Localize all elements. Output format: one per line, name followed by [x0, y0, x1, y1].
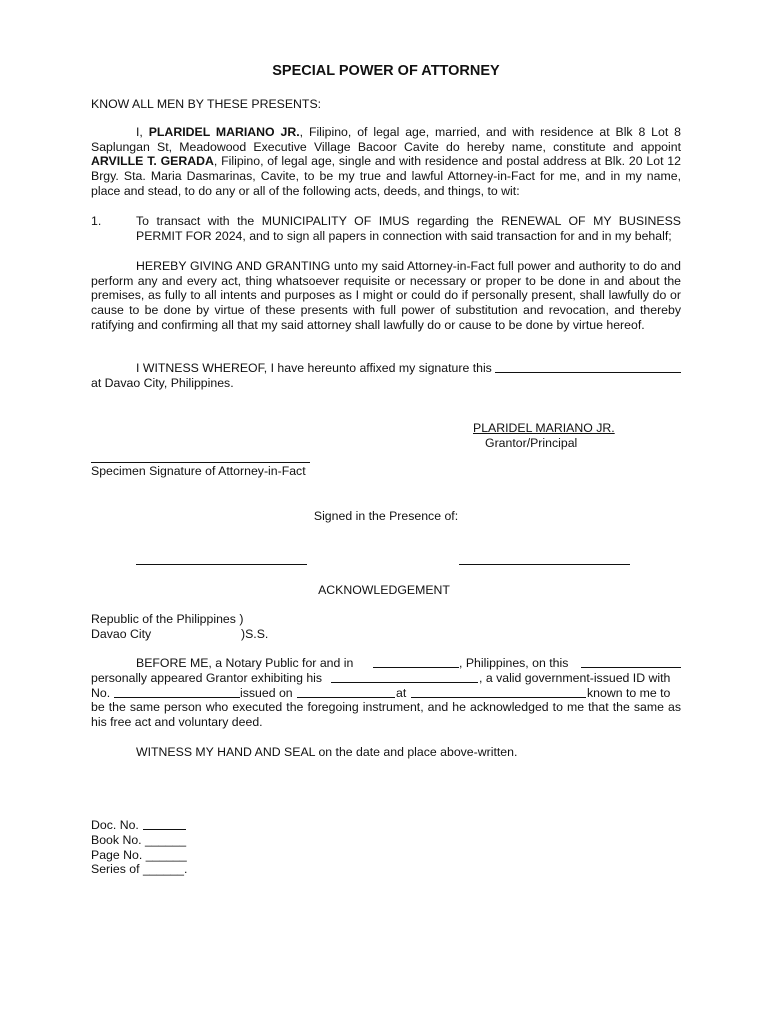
- republic-label: Republic of the Philippines ): [91, 612, 244, 626]
- appeared-text: personally appeared Grantor exhibiting his: [91, 671, 323, 685]
- witness-whereof-text: I WITNESS WHEREOF, I have hereunto affixed my signature this: [136, 361, 492, 375]
- specimen-label: Specimen Signature of Attorney-in-Fact: [91, 464, 306, 478]
- issued-on-label: issued on: [240, 686, 293, 700]
- issued-place-line: [411, 697, 586, 698]
- notary-date-line: [581, 667, 681, 668]
- intro-text-3: , Filipino, of legal age, single and with residence and postal address at Blk. 20 Lot 12 Brgy. Sta. Maria Dasmarinas, Cavite, to be my true and lawful Attorney-in-Fact for me, and in my name, place and stead, to do any or all of the following acts, deeds, and things, to wit:: [91, 154, 681, 198]
- series-of-label: Series of ______.: [91, 862, 188, 876]
- signature-date-line: [495, 372, 681, 373]
- doc-no-line: [143, 829, 186, 830]
- document-title: SPECIAL POWER OF ATTORNEY: [272, 63, 500, 79]
- witness-hand-seal-text: WITNESS MY HAND AND SEAL on the date and place above-written.: [136, 745, 518, 759]
- signed-presence-label: Signed in the Presence of:: [313, 509, 459, 523]
- id-number-line: [114, 697, 240, 698]
- page-no-label: Page No. ______: [91, 848, 187, 862]
- grantor-role: Grantor/Principal: [485, 436, 578, 450]
- know-all-heading: KNOW ALL MEN BY THESE PRESENTS:: [91, 97, 322, 111]
- book-no-label: Book No. ______: [91, 833, 187, 847]
- issued-date-line: [297, 697, 395, 698]
- id-no-label: No.: [91, 686, 111, 700]
- witness-2-line: [459, 564, 630, 565]
- valid-id-text: , a valid government-issued ID with: [479, 671, 671, 685]
- same-person-text: be the same person who executed the foregoing instrument, and he acknowledged to me that the same as his free act and voluntary deed.: [91, 700, 681, 729]
- item-1-number: 1.: [91, 214, 102, 228]
- granting-paragraph: HEREBY GIVING AND GRANTING unto my said Attorney-in-Fact full power and authority to do and perform any and every act, thing whatsoever requisite or necessary or proper to be done in and about the premises, as fully to all intents and purposes as I might or could do if personally present, shall lawfully do or cause to be done by virtue of these presents with full power of substitution and revocation, and thereby ratifying and confirming all that my said attorney shall lawfully do or cause to be done by virtue hereof.: [91, 259, 681, 332]
- before-me-text: BEFORE ME, a Notary Public for and in: [136, 656, 354, 670]
- notary-place-line: [373, 667, 459, 668]
- grantor-name-bold: PLARIDEL MARIANO JR.: [148, 125, 300, 139]
- at-label: at: [396, 686, 407, 700]
- witness-1-line: [136, 564, 307, 565]
- intro-text-2: , Filipino, of legal age, married, and with residence at Blk 8 Lot 8 Saplungan St, Meadowood Executive Village Bacoor Cavite do hereby name, constitute and appoint: [91, 125, 681, 154]
- intro-paragraph: [91, 125, 681, 199]
- item-1-text: To transact with the MUNICIPALITY OF IMUS regarding the RENEWAL OF MY BUSINESS PERMIT FOR 2024, and to sign all papers in connection with said transaction for and in my behalf;: [136, 214, 681, 243]
- witness-place: at Davao City, Philippines.: [91, 376, 234, 390]
- ss-label: )S.S.: [241, 627, 269, 641]
- city-label: Davao City: [91, 627, 152, 641]
- known-to-me-text: known to me to: [587, 686, 671, 700]
- attorney-name-bold: ARVILLE T. GERADA: [91, 154, 214, 169]
- acknowledgement-title: ACKNOWLEDGEMENT: [318, 583, 450, 597]
- doc-no-label: Doc. No.: [91, 818, 139, 832]
- specimen-signature-line: [91, 462, 310, 463]
- intro-text-1: I,: [136, 125, 149, 139]
- id-type-line: [331, 682, 478, 683]
- philippines-on-this-text: , Philippines, on this: [459, 656, 569, 670]
- grantor-signature-name: PLARIDEL MARIANO JR.: [473, 421, 615, 435]
